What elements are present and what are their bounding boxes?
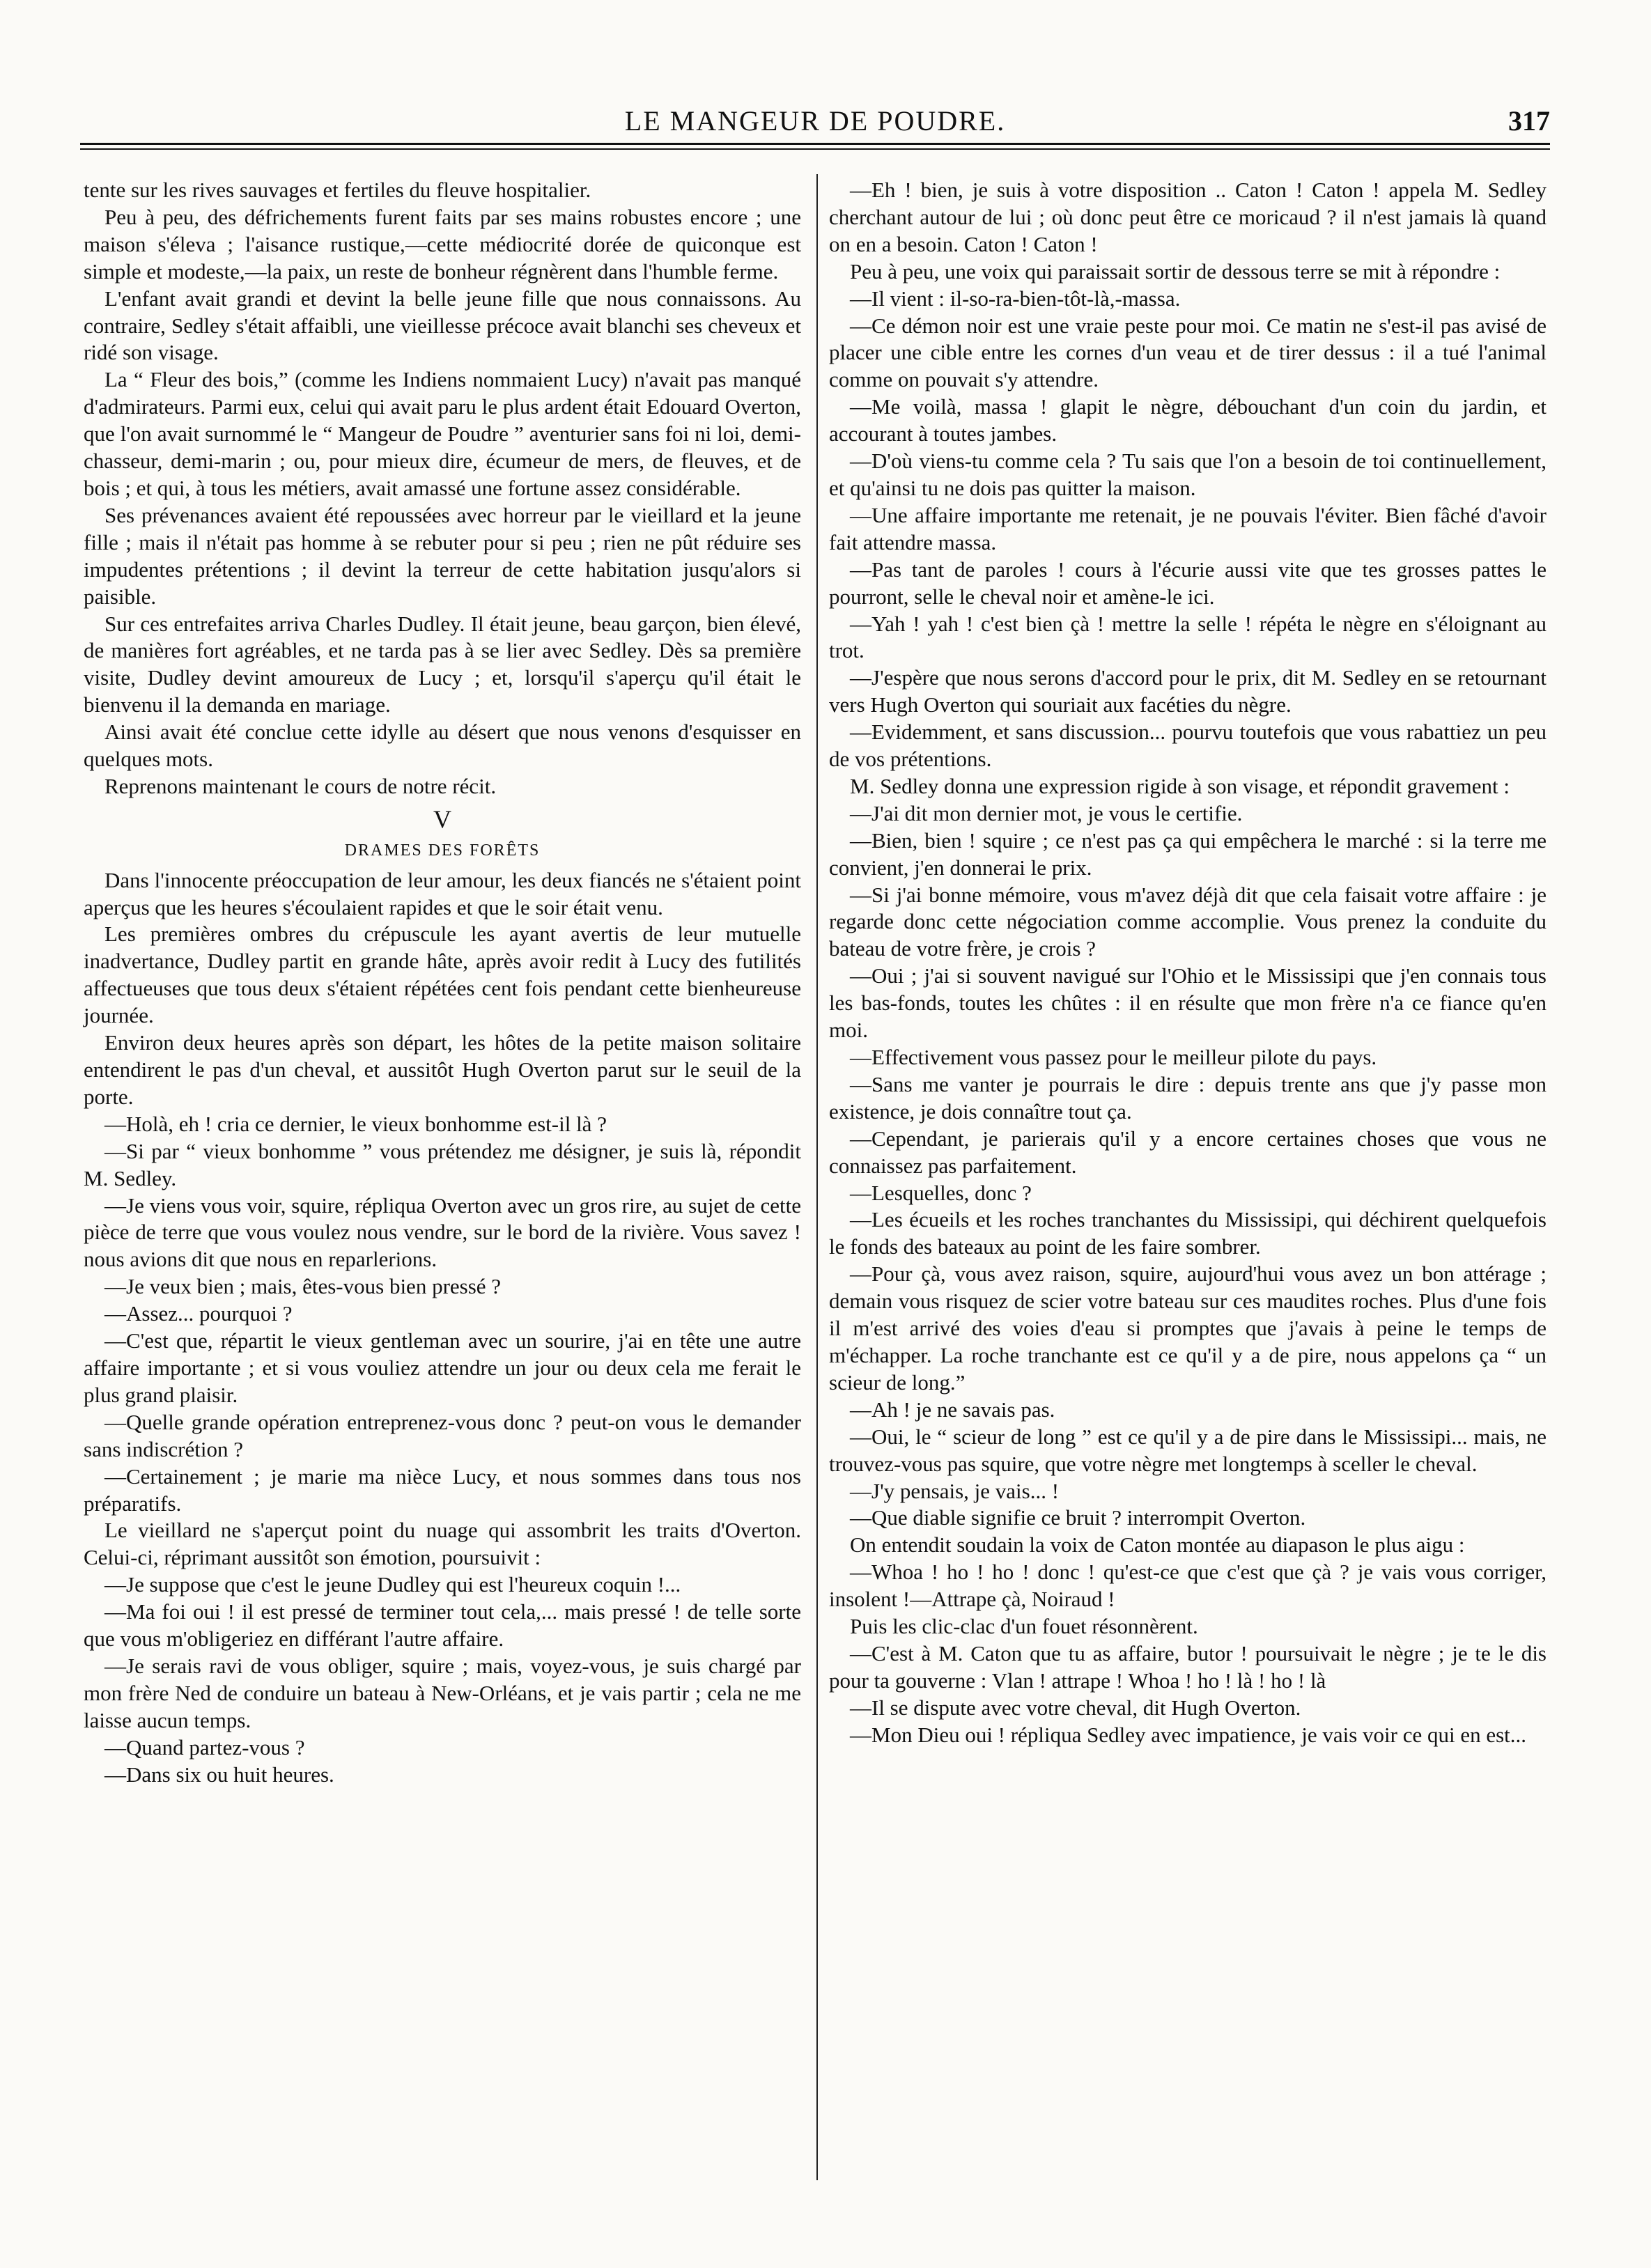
paragraph: —Je viens vous voir, squire, répliqua Overton avec un gros rire, au sujet de cette pièce de terre que vous voulez nous vendre, sur le bord de la rivière. Vous savez ! nous avions dit que nous en reparlerions. bbox=[84, 1193, 801, 1272]
paragraph: —Ce démon noir est une vraie peste pour moi. Ce matin ne s'est-il pas avisé de placer une cible entre les cornes d'un veau et de tirer dessus : il a tué l'animal comme on pouvait s'y attendre. bbox=[829, 313, 1547, 392]
paragraph: —Si par “ vieux bonhomme ” vous prétendez me désigner, je suis là, répondit M. Sedley. bbox=[84, 1138, 801, 1190]
paragraph: —Oui, le “ scieur de long ” est ce qu'il y a de pire dans le Mississipi... mais, ne trouvez-vous pas squire, que votre nègre met longtemps à sceller le cheval. bbox=[829, 1424, 1547, 1476]
page-number: 317 bbox=[1508, 105, 1550, 137]
paragraph: —Eh ! bien, je suis à votre disposition .. Caton ! Caton ! appela M. Sedley cherchant autour de lui ; où donc peut être ce moricaud ? il n'est jamais là quand on en a besoin. Caton ! Caton ! bbox=[829, 178, 1547, 256]
paragraph: —J'ai dit mon dernier mot, je vous le certifie. bbox=[850, 800, 1243, 825]
running-header bbox=[80, 104, 1550, 146]
paragraph: —Lesquelles, donc ? bbox=[850, 1180, 1032, 1205]
paragraph: Dans l'innocente préoccupation de leur amour, les deux fiancés ne s'étaient point aperçus que les heures s'écoulaient rapides et que le soir était venu. bbox=[84, 867, 801, 919]
paragraph: —Yah ! yah ! c'est bien çà ! mettre la selle ! répéta le nègre en s'éloignant au trot. bbox=[829, 611, 1547, 663]
paragraph: Les premières ombres du crépuscule les ayant avertis de leur mutuelle inadvertance, Dudley partit en grande hâte, après avoir redit à Lucy des futilités affectueuses que tous deux s'étaient répétées cent fois pendant cette bienheureuse journée. bbox=[84, 922, 801, 1028]
paragraph: On entendit soudain la voix de Caton montée au diapason le plus aigu : bbox=[850, 1532, 1465, 1558]
chapter-number: V bbox=[433, 805, 451, 833]
header-rule-thick bbox=[80, 143, 1550, 145]
paragraph: —J'y pensais, je vais... ! bbox=[850, 1478, 1060, 1503]
paragraph: —Whoa ! ho ! ho ! donc ! qu'est-ce que c'est que çà ? je vais vous corriger, insolent !—Attrape çà, Noiraud ! bbox=[829, 1560, 1547, 1612]
paragraph: M. Sedley donna une expression rigide à son visage, et répondit gravement : bbox=[850, 773, 1510, 798]
paragraph: —Bien, bien ! squire ; ce n'est pas ça qui empêchera le marché : si la terre me convient, j'en donnerai le prix. bbox=[829, 828, 1547, 880]
paragraph: —C'est à M. Caton que tu as affaire, butor ! poursuivait le nègre ; je te le dis pour ta gouverne : Vlan ! attrape ! Whoa ! ho ! là ! ho ! là bbox=[829, 1640, 1547, 1693]
paragraph: —Il vient : il-so-ra-bien-tôt-là,-massa. bbox=[850, 286, 1181, 311]
paragraph: Sur ces entrefaites arriva Charles Dudley. Il était jeune, beau garçon, bien élevé, de manières fort agréables, et ne tarda pas à se lier avec Sedley. Dès sa première visite, Dudley devint amoureux de Lucy ; et, lorsqu'il s'aperçu qu'il était le bienvenu il la demanda en mariage. bbox=[84, 611, 801, 717]
paragraph: —Je serais ravi de vous obliger, squire ; mais, voyez-vous, je suis chargé par mon frère Ned de conduire un bateau à New-Orléans, et je vais partir ; cela ne me laisse aucun temps. bbox=[84, 1653, 801, 1732]
right-column bbox=[829, 177, 1547, 1749]
paragraph: —Que diable signifie ce bruit ? interrompit Overton. bbox=[850, 1505, 1306, 1530]
paragraph: —C'est que, répartit le vieux gentleman avec un sourire, j'ai en tête une autre affaire importante ; et si vous vouliez attendre un jour ou deux cela me ferait le plus grand plaisir. bbox=[84, 1328, 801, 1407]
paragraph: —Si j'ai bonne mémoire, vous m'avez déjà dit que cela faisait votre affaire : je regarde donc cette négociation comme accomplie. Vous prenez la conduite du bateau de votre frère, je crois ? bbox=[829, 882, 1547, 961]
paragraph: L'enfant avait grandi et devint la belle jeune fille que nous connaissons. Au contraire, Sedley s'était affaibli, une vieillesse précoce avait blanchi ses cheveux et ridé son visage. bbox=[84, 286, 801, 365]
paragraph: —Pas tant de paroles ! cours à l'écurie aussi vite que tes grosses pattes le pourront, selle le cheval noir et amène-le ici. bbox=[829, 557, 1547, 609]
paragraph: —Quelle grande opération entreprenez-vous donc ? peut-on vous le demander sans indiscrétion ? bbox=[84, 1409, 801, 1461]
paragraph: Puis les clic-clac d'un fouet résonnèrent. bbox=[850, 1614, 1198, 1639]
paragraph: Peu à peu, des défrichements furent faits par ses mains robustes encore ; une maison s'éleva ; l'aisance rustique,—cette médiocrité dorée de quiconque est simple et modeste,—la paix, un reste de bonheur régnèrent dans l'humble ferme. bbox=[84, 204, 801, 284]
header-rule-thin bbox=[80, 148, 1550, 150]
paragraph: —Mon Dieu oui ! répliqua Sedley avec impatience, je vais voir ce qui en est... bbox=[850, 1722, 1527, 1747]
paragraph: tente sur les rives sauvages et fertiles du fleuve hospitalier. bbox=[84, 178, 591, 202]
paragraph: —Certainement ; je marie ma nièce Lucy, et nous sommes dans tous nos préparatifs. bbox=[84, 1463, 801, 1516]
paragraph: —Ma foi oui ! il est pressé de terminer tout cela,... mais pressé ! de telle sorte que vous m'obligeriez en différant l'autre affaire. bbox=[84, 1599, 801, 1652]
paragraph: —J'espère que nous serons d'accord pour le prix, dit M. Sedley en se retournant vers Hugh Overton qui souriait aux facéties du nègre. bbox=[829, 665, 1547, 717]
paragraph: —Une affaire importante me retenait, je ne pouvais l'éviter. Bien fâché d'avoir fait attendre massa. bbox=[829, 502, 1547, 554]
left-column bbox=[84, 177, 801, 1788]
paragraph: —Cependant, je parierais qu'il y a encore certaines choses que vous ne connaissez pas parfaitement. bbox=[829, 1126, 1547, 1178]
column-divider bbox=[816, 174, 818, 2180]
paragraph: Ses prévenances avaient été repoussées avec horreur par le vieillard et la jeune fille ; mais il n'était pas homme à se rebuter pour si peu ; rien ne pût réduire ses impudentes prétentions ; il devint la terreur de cette habitation jusqu'alors si paisible. bbox=[84, 502, 801, 609]
paragraph: —Je veux bien ; mais, êtes-vous bien pressé ? bbox=[104, 1274, 502, 1299]
paragraph: —Il se dispute avec votre cheval, dit Hugh Overton. bbox=[850, 1695, 1301, 1720]
paragraph: Le vieillard ne s'aperçut point du nuage qui assombrit les traits d'Overton. Celui-ci, réprimant aussitôt son émotion, poursuivit : bbox=[84, 1518, 801, 1570]
paragraph: Environ deux heures après son départ, les hôtes de la petite maison solitaire entendirent le pas d'un cheval, et aussitôt Hugh Overton parut sur le seuil de la porte. bbox=[84, 1030, 801, 1109]
paragraph: —Dans six ou huit heures. bbox=[104, 1762, 334, 1787]
paragraph: —Ah ! je ne savais pas. bbox=[850, 1397, 1055, 1422]
paragraph: —Sans me vanter je pourrais le dire : depuis trente ans que j'y passe mon existence, je dois connaître tout ça. bbox=[829, 1071, 1547, 1124]
paragraph: —Oui ; j'ai si souvent navigué sur l'Ohio et le Mississipi que j'en connais tous les bas-fonds, toutes les chûtes : il en résulte que mon frère n'a ce fiance qu'en moi. bbox=[829, 963, 1547, 1043]
paragraph: Ainsi avait été conclue cette idylle au désert que nous venons d'esquisser en quelques mots. bbox=[84, 720, 801, 772]
running-title: LE MANGEUR DE POUDRE. bbox=[624, 105, 1006, 137]
paragraph: Reprenons maintenant le cours de notre récit. bbox=[104, 773, 497, 798]
paragraph: —Me voilà, massa ! glapit le nègre, débouchant d'un coin du jardin, et accourant à toutes jambes. bbox=[829, 394, 1547, 446]
paragraph: —Les écueils et les roches tranchantes du Mississipi, qui déchirent quelquefois le fonds des bateaux au point de les faire sombrer. bbox=[829, 1207, 1547, 1259]
paragraph: —Evidemment, et sans discussion... pourvu toutefois que vous rabattiez un peu de vos prétentions. bbox=[829, 720, 1547, 772]
chapter-title: DRAMES DES FORÊTS bbox=[344, 841, 541, 860]
paragraph: Peu à peu, une voix qui paraissait sortir de dessous terre se mit à répondre : bbox=[850, 258, 1501, 284]
paragraph: —Holà, eh ! cria ce dernier, le vieux bonhomme est-il là ? bbox=[104, 1111, 607, 1136]
paragraph: —Effectivement vous passez pour le meilleur pilote du pays. bbox=[850, 1045, 1377, 1069]
paragraph: —Je suppose que c'est le jeune Dudley qui est l'heureux coquin !... bbox=[104, 1572, 681, 1597]
paragraph: —Quand partez-vous ? bbox=[104, 1734, 305, 1760]
paragraph: La “ Fleur des bois,” (comme les Indiens nommaient Lucy) n'avait pas manqué d'admirateurs. Parmi eux, celui qui avait paru le plus ardent était Edouard Overton, que l'on avait surnommé le “ Mangeur de Poudre ” aventurier sans foi ni loi, demi-chasseur, demi-marin ; ou, pour mieux dire, écumeur de mers, de fleuves, et de bois ; et qui, à tous les métiers, avait amassé une fortune assez considérable. bbox=[84, 367, 801, 500]
paragraph: —Assez... pourquoi ? bbox=[104, 1301, 293, 1326]
paragraph: —Pour çà, vous avez raison, squire, aujourd'hui vous avez un bon attérage ; demain vous risquez de scier votre bateau sur ces maudites roches. Plus d'une fois il m'est arrivé des voies d'eau si promptes que j'avais à peine le temps de m'échapper. La roche tranchante est ce qu'il y a de pire, nous appelons ça “ un scieur de long.” bbox=[829, 1261, 1547, 1395]
paragraph: —D'où viens-tu comme cela ? Tu sais que l'on a besoin de toi continuellement, et qu'ainsi tu ne dois pas quitter la maison. bbox=[829, 449, 1547, 500]
